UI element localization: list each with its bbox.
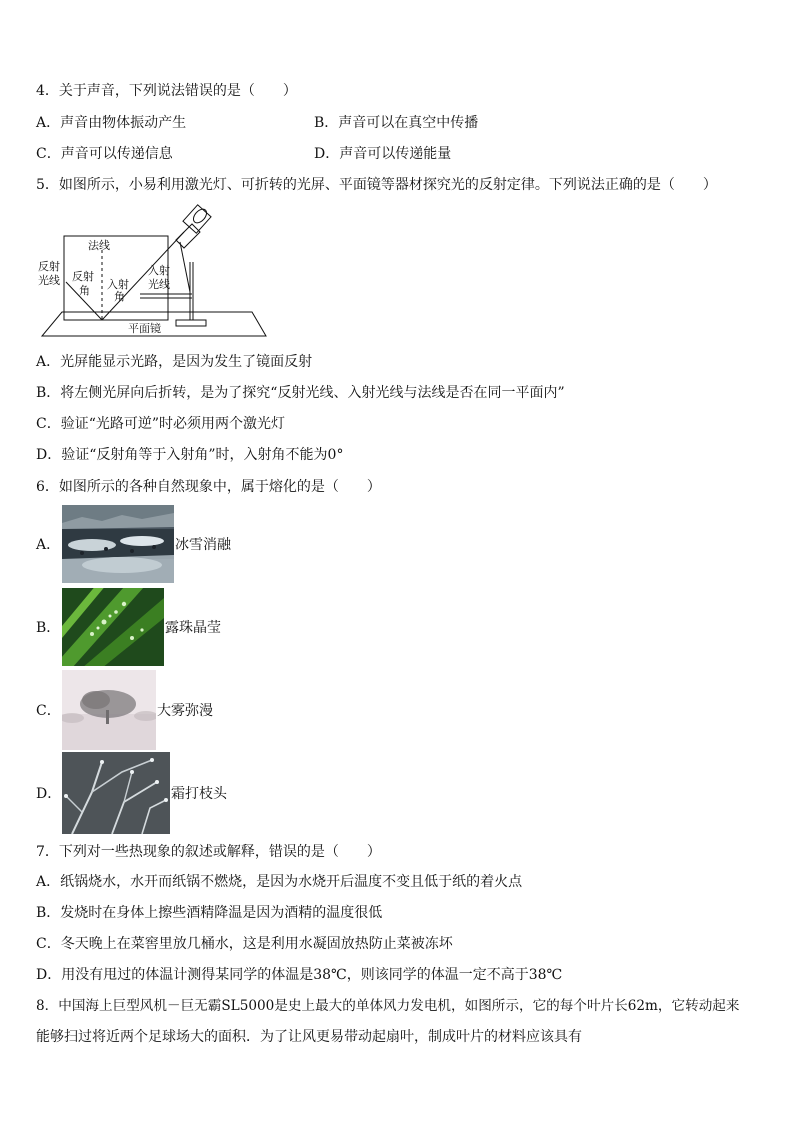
q4-option-d[interactable]: D．声音可以传递能量 — [314, 146, 452, 162]
label-incident-angle-2: 角 — [114, 290, 125, 303]
photo-heavy-fog — [62, 670, 156, 750]
q5-option-a[interactable]: A．光屏能显示光路，是因为发生了镜面反射 — [36, 354, 313, 370]
label-reflected-ray-1: 反射 — [38, 260, 60, 273]
q8-stem-line-1: 8．中国海上巨型风机－巨无霸SL5000是史上最大的单体风力发电机，如图所示，它的每个叶片长62m，它转动起来 — [36, 998, 740, 1014]
q5-option-b[interactable]: B．将左侧光屏向后折转，是为了探究“反射光线、入射光线与法线是否在同一平面内” — [36, 385, 565, 401]
label-incident-ray-2: 光线 — [148, 278, 170, 291]
label-reflected-ray-2: 光线 — [38, 274, 60, 287]
laser-lamp-icon — [176, 205, 211, 248]
reflection-experiment-diagram — [36, 202, 336, 346]
q7-option-c[interactable]: C．冬天晚上在菜窖里放几桶水，这是利用水凝固放热防止菜被冻坏 — [36, 936, 453, 952]
q6-option-a-caption: 冰雪消融 — [175, 537, 231, 553]
label-incident-angle-1: 入射 — [107, 278, 129, 291]
q5-option-c[interactable]: C．验证“光路可逆”时必须用两个激光灯 — [36, 416, 286, 432]
label-reflected-angle-1: 反射 — [72, 270, 94, 283]
label-normal: 法线 — [88, 239, 110, 252]
q4-stem: 4．关于声音，下列说法错误的是（ ） — [36, 83, 297, 99]
q6-option-d-letter[interactable]: D． — [36, 786, 62, 802]
q7-option-d[interactable]: D．用没有甩过的体温计测得某同学的体温是38℃，则该同学的体温一定不高于38℃ — [36, 967, 563, 983]
q6-stem: 6．如图所示的各种自然现象中，属于熔化的是（ ） — [36, 479, 381, 495]
q8-stem-line-2: 能够扫过将近两个足球场大的面积．为了让风更易带动起扇叶，制成叶片的材料应该具有 — [36, 1029, 582, 1045]
q7-option-b[interactable]: B．发烧时在身体上擦些酒精降温是因为酒精的温度很低 — [36, 905, 383, 921]
photo-frost-branches — [62, 752, 170, 834]
q5-stem: 5．如图所示，小易利用激光灯、可折转的光屏、平面镜等器材探究光的反射定律。下列说法正确的是（ ） — [36, 177, 717, 193]
q6-option-c-letter[interactable]: C． — [36, 703, 61, 719]
q4-option-b[interactable]: B．声音可以在真空中传播 — [314, 115, 479, 131]
q6-option-c-caption: 大雾弥漫 — [157, 703, 213, 719]
q4-option-c[interactable]: C．声音可以传递信息 — [36, 146, 173, 162]
q7-option-a[interactable]: A．纸锅烧水，水开而纸锅不燃烧，是因为水烧开后温度不变且低于纸的着火点 — [36, 874, 523, 890]
q5-option-d[interactable]: D．验证“反射角等于入射角”时，入射角不能为0° — [36, 447, 344, 463]
photo-ice-snow-melting — [62, 505, 174, 583]
incident-ray — [102, 232, 184, 320]
q6-option-d-caption: 霜打枝头 — [171, 786, 227, 802]
label-incident-ray-1: 入射 — [148, 264, 170, 277]
q4-option-a[interactable]: A．声音由物体振动产生 — [36, 115, 187, 131]
q6-option-a-letter[interactable]: A． — [36, 537, 61, 553]
label-reflected-angle-2: 角 — [79, 284, 90, 297]
q6-option-b-letter[interactable]: B． — [36, 620, 61, 636]
q7-stem: 7．下列对一些热现象的叙述或解释，错误的是（ ） — [36, 844, 381, 860]
q6-option-b-caption: 露珠晶莹 — [165, 620, 221, 636]
photo-dew-drops — [62, 588, 164, 666]
label-mirror: 平面镜 — [128, 322, 161, 335]
